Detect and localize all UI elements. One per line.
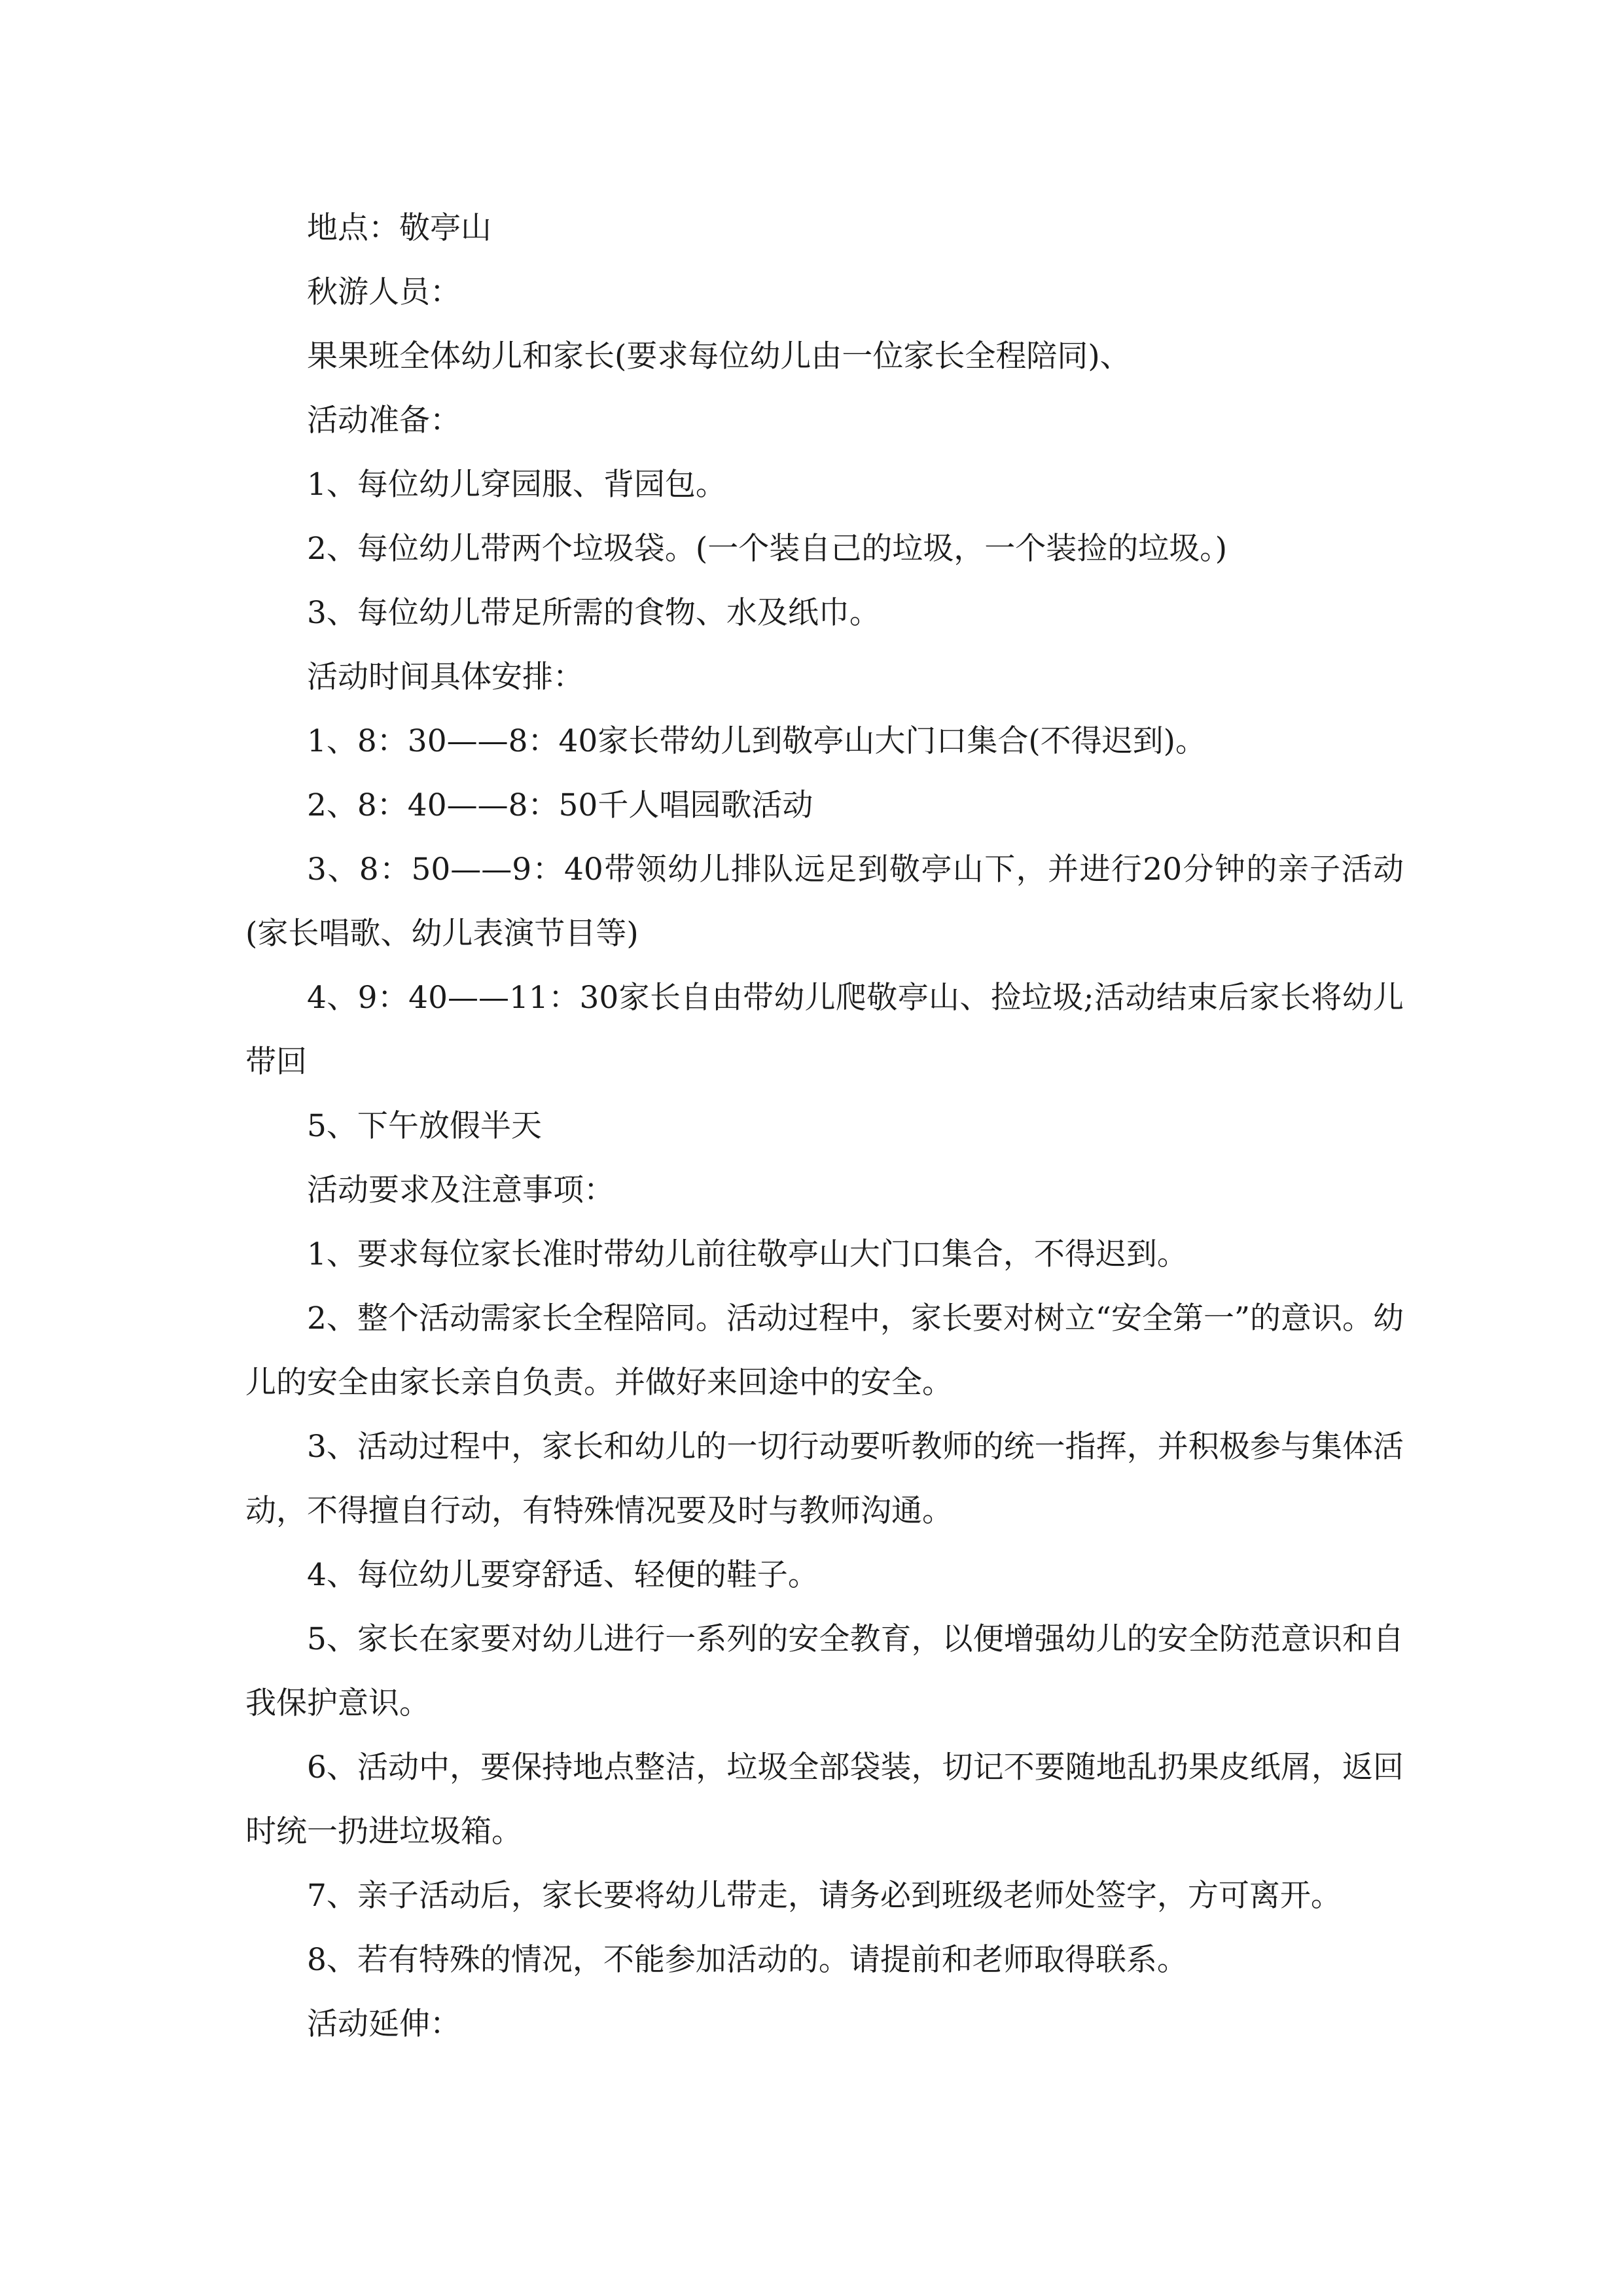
- schedule-item: 4、9：40——11：30家长自由带幼儿爬敬亭山、捡垃圾;活动结束后家长将幼儿带回: [245, 980, 1404, 1080]
- requirement-item: 8、若有特殊的情况，不能参加活动的。请提前和老师取得联系。: [307, 1942, 1188, 1978]
- schedule-item: 2、8：40——8：50千人唱园歌活动: [307, 787, 813, 823]
- schedule-item: 3、8：50——9：40带领幼儿排队远足到敬亭山下，并进行20分钟的亲子活动(家长唱歌、幼儿表演节目等): [245, 852, 1404, 952]
- schedule-item: 1、8：30——8：40家长带幼儿到敬亭山大门口集合(不得迟到)。: [307, 723, 1206, 759]
- requirements-heading: 活动要求及注意事项：: [307, 1172, 615, 1208]
- requirement-item: 3、活动过程中，家长和幼儿的一切行动要听教师的统一指挥，并积极参与集体活动，不得擅自行动，有特殊情况要及时与教师沟通。: [245, 1429, 1404, 1529]
- requirement-item: 5、家长在家要对幼儿进行一系列的安全教育，以便增强幼儿的安全防范意识和自我保护意识。: [245, 1621, 1404, 1721]
- requirement-item: 6、活动中，要保持地点整洁，垃圾全部袋装，切记不要随地乱扔果皮纸屑，返回时统一扔进垃圾箱。: [245, 1749, 1404, 1850]
- location-line: 地点：敬亭山: [307, 210, 491, 246]
- document-body: [245, 196, 1404, 2056]
- preparation-item: 3、每位幼儿带足所需的食物、水及纸巾。: [307, 595, 880, 631]
- participants-heading: 秋游人员：: [307, 274, 461, 310]
- extension-heading: 活动延伸：: [307, 2006, 461, 2042]
- preparation-item: 2、每位幼儿带两个垃圾袋。(一个装自己的垃圾，一个装捡的垃圾。): [307, 531, 1228, 567]
- requirement-item: 1、要求每位家长准时带幼儿前往敬亭山大门口集合，不得迟到。: [307, 1236, 1188, 1272]
- schedule-heading: 活动时间具体安排：: [307, 659, 584, 695]
- preparation-item: 1、每位幼儿穿园服、背园包。: [307, 467, 726, 503]
- schedule-item: 5、下午放假半天: [307, 1108, 542, 1144]
- requirement-item: 2、整个活动需家长全程陪同。活动过程中，家长要对树立“安全第一”的意识。幼儿的安全由家长亲自负责。并做好来回途中的安全。: [245, 1300, 1404, 1401]
- preparation-heading: 活动准备：: [307, 403, 461, 439]
- participants-text: 果果班全体幼儿和家长(要求每位幼儿由一位家长全程陪同)、: [307, 338, 1131, 374]
- requirement-item: 7、亲子活动后，家长要将幼儿带走，请务必到班级老师处签字，方可离开。: [307, 1878, 1342, 1914]
- requirement-item: 4、每位幼儿要穿舒适、轻便的鞋子。: [307, 1557, 819, 1593]
